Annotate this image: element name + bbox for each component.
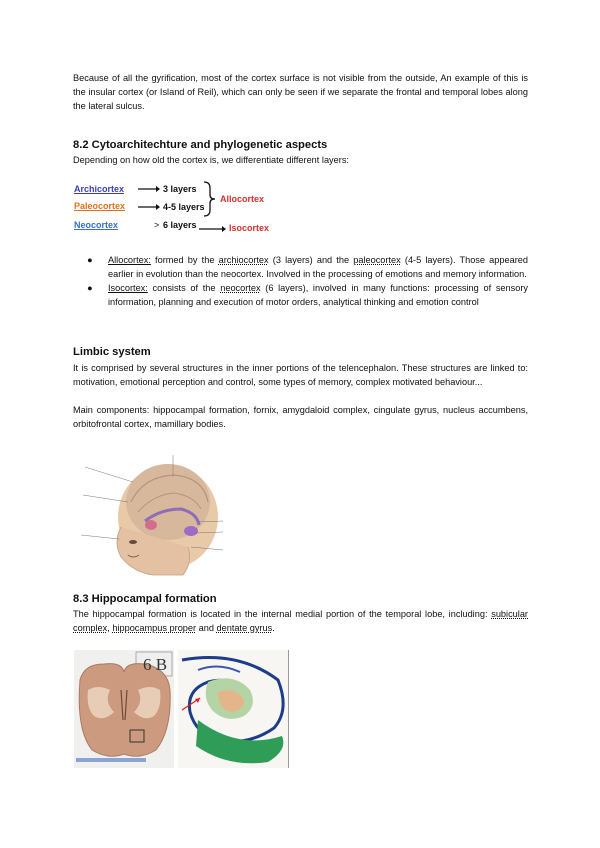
section-8-2-heading: 8.2 Cytoarchitechture and phylogenetic aspects: [73, 139, 328, 151]
paleocortex-label: Paleocortex: [74, 201, 126, 211]
neocortex-link[interactable]: neocortex: [220, 283, 261, 293]
section-8-3-heading: 8.3 Hippocampal formation: [73, 593, 217, 605]
limbic-components: Main components: hippocampal formation, fornix, amygdaloid complex, cingulate gyrus, nucleus accumbens, orbitofrontal cortex, mamillary bodies.: [73, 405, 528, 429]
gt-symbol: >: [154, 220, 160, 230]
brace: [204, 182, 215, 216]
figure-tag: 6 B: [142, 655, 168, 674]
isocortex-term: Isocortex:: [108, 283, 148, 293]
isocortex-label: Isocortex: [229, 223, 270, 233]
subicular-complex-link[interactable]: subicular complex: [73, 609, 528, 633]
hippocampus-proper-link[interactable]: hippocampus proper: [112, 623, 197, 633]
limbic-paragraph: It is comprised by several structures in the inner portions of the telencephalon. These structures are linked to: motivation, emotional perception and control, some types of memory, complex motivated behaviour...: [73, 363, 528, 387]
intro-paragraph: Because of all the gyrification, most of the cortex surface is not visible from the outside, An example of this is the insular cortex (or Island of Reil), which can only be seen if we separate the frontal and temporal lobes along the lateral sulcus.: [73, 73, 528, 111]
paleocortex-link[interactable]: paleocortex: [353, 255, 401, 265]
limbic-system-illustration: [73, 447, 233, 577]
neocortex-label: Neocortex: [74, 220, 119, 230]
layers-6-label: 6 layers: [163, 220, 197, 230]
arrow-archi-head: [156, 186, 160, 192]
brain-coronal-section-photo: [74, 650, 174, 768]
archicortex-label: Archicortex: [74, 184, 125, 194]
cortex-layers-diagram: [74, 176, 284, 240]
hippocampus-diagram: [178, 650, 289, 768]
allocortex-label: Allocortex: [220, 194, 265, 204]
arrow-paleo-head: [156, 204, 160, 210]
bullet-allocortex: ● Allocortex: formed by the archiocortex (3 layers) and the paleocortex (4-5 layers). Those appeared earlier in evolution than the neocortex. Involved in the processing of emotions and memory information.: [87, 255, 528, 279]
layers-3-label: 3 layers: [163, 184, 197, 194]
limbic-heading: Limbic system: [73, 346, 151, 358]
cortex-bullets: [73, 253, 528, 309]
layers-4-5-label: 4-5 layers: [163, 202, 205, 212]
section-8-2-subtitle: Depending on how old the cortex is, we differentiate different layers:: [73, 155, 349, 165]
allocortex-term: Allocortex:: [108, 255, 151, 265]
arrow-neo-iso-head: [222, 226, 226, 232]
bullet-isocortex: ● Isocortex: consists of the neocortex (6 layers), involved in many functions: processing of sensory information, planning and execution of motor orders, analytical thinking and emotion control: [87, 283, 528, 307]
dentate-gyrus-link[interactable]: dentate gyrus: [216, 623, 273, 633]
archiocortex-link[interactable]: archiocortex: [218, 255, 269, 265]
section-8-3-paragraph: The hippocampal formation is located in the internal medial portion of the temporal lobe, including: subicular complex, hippocampus proper and dentate gyrus.: [73, 609, 528, 633]
